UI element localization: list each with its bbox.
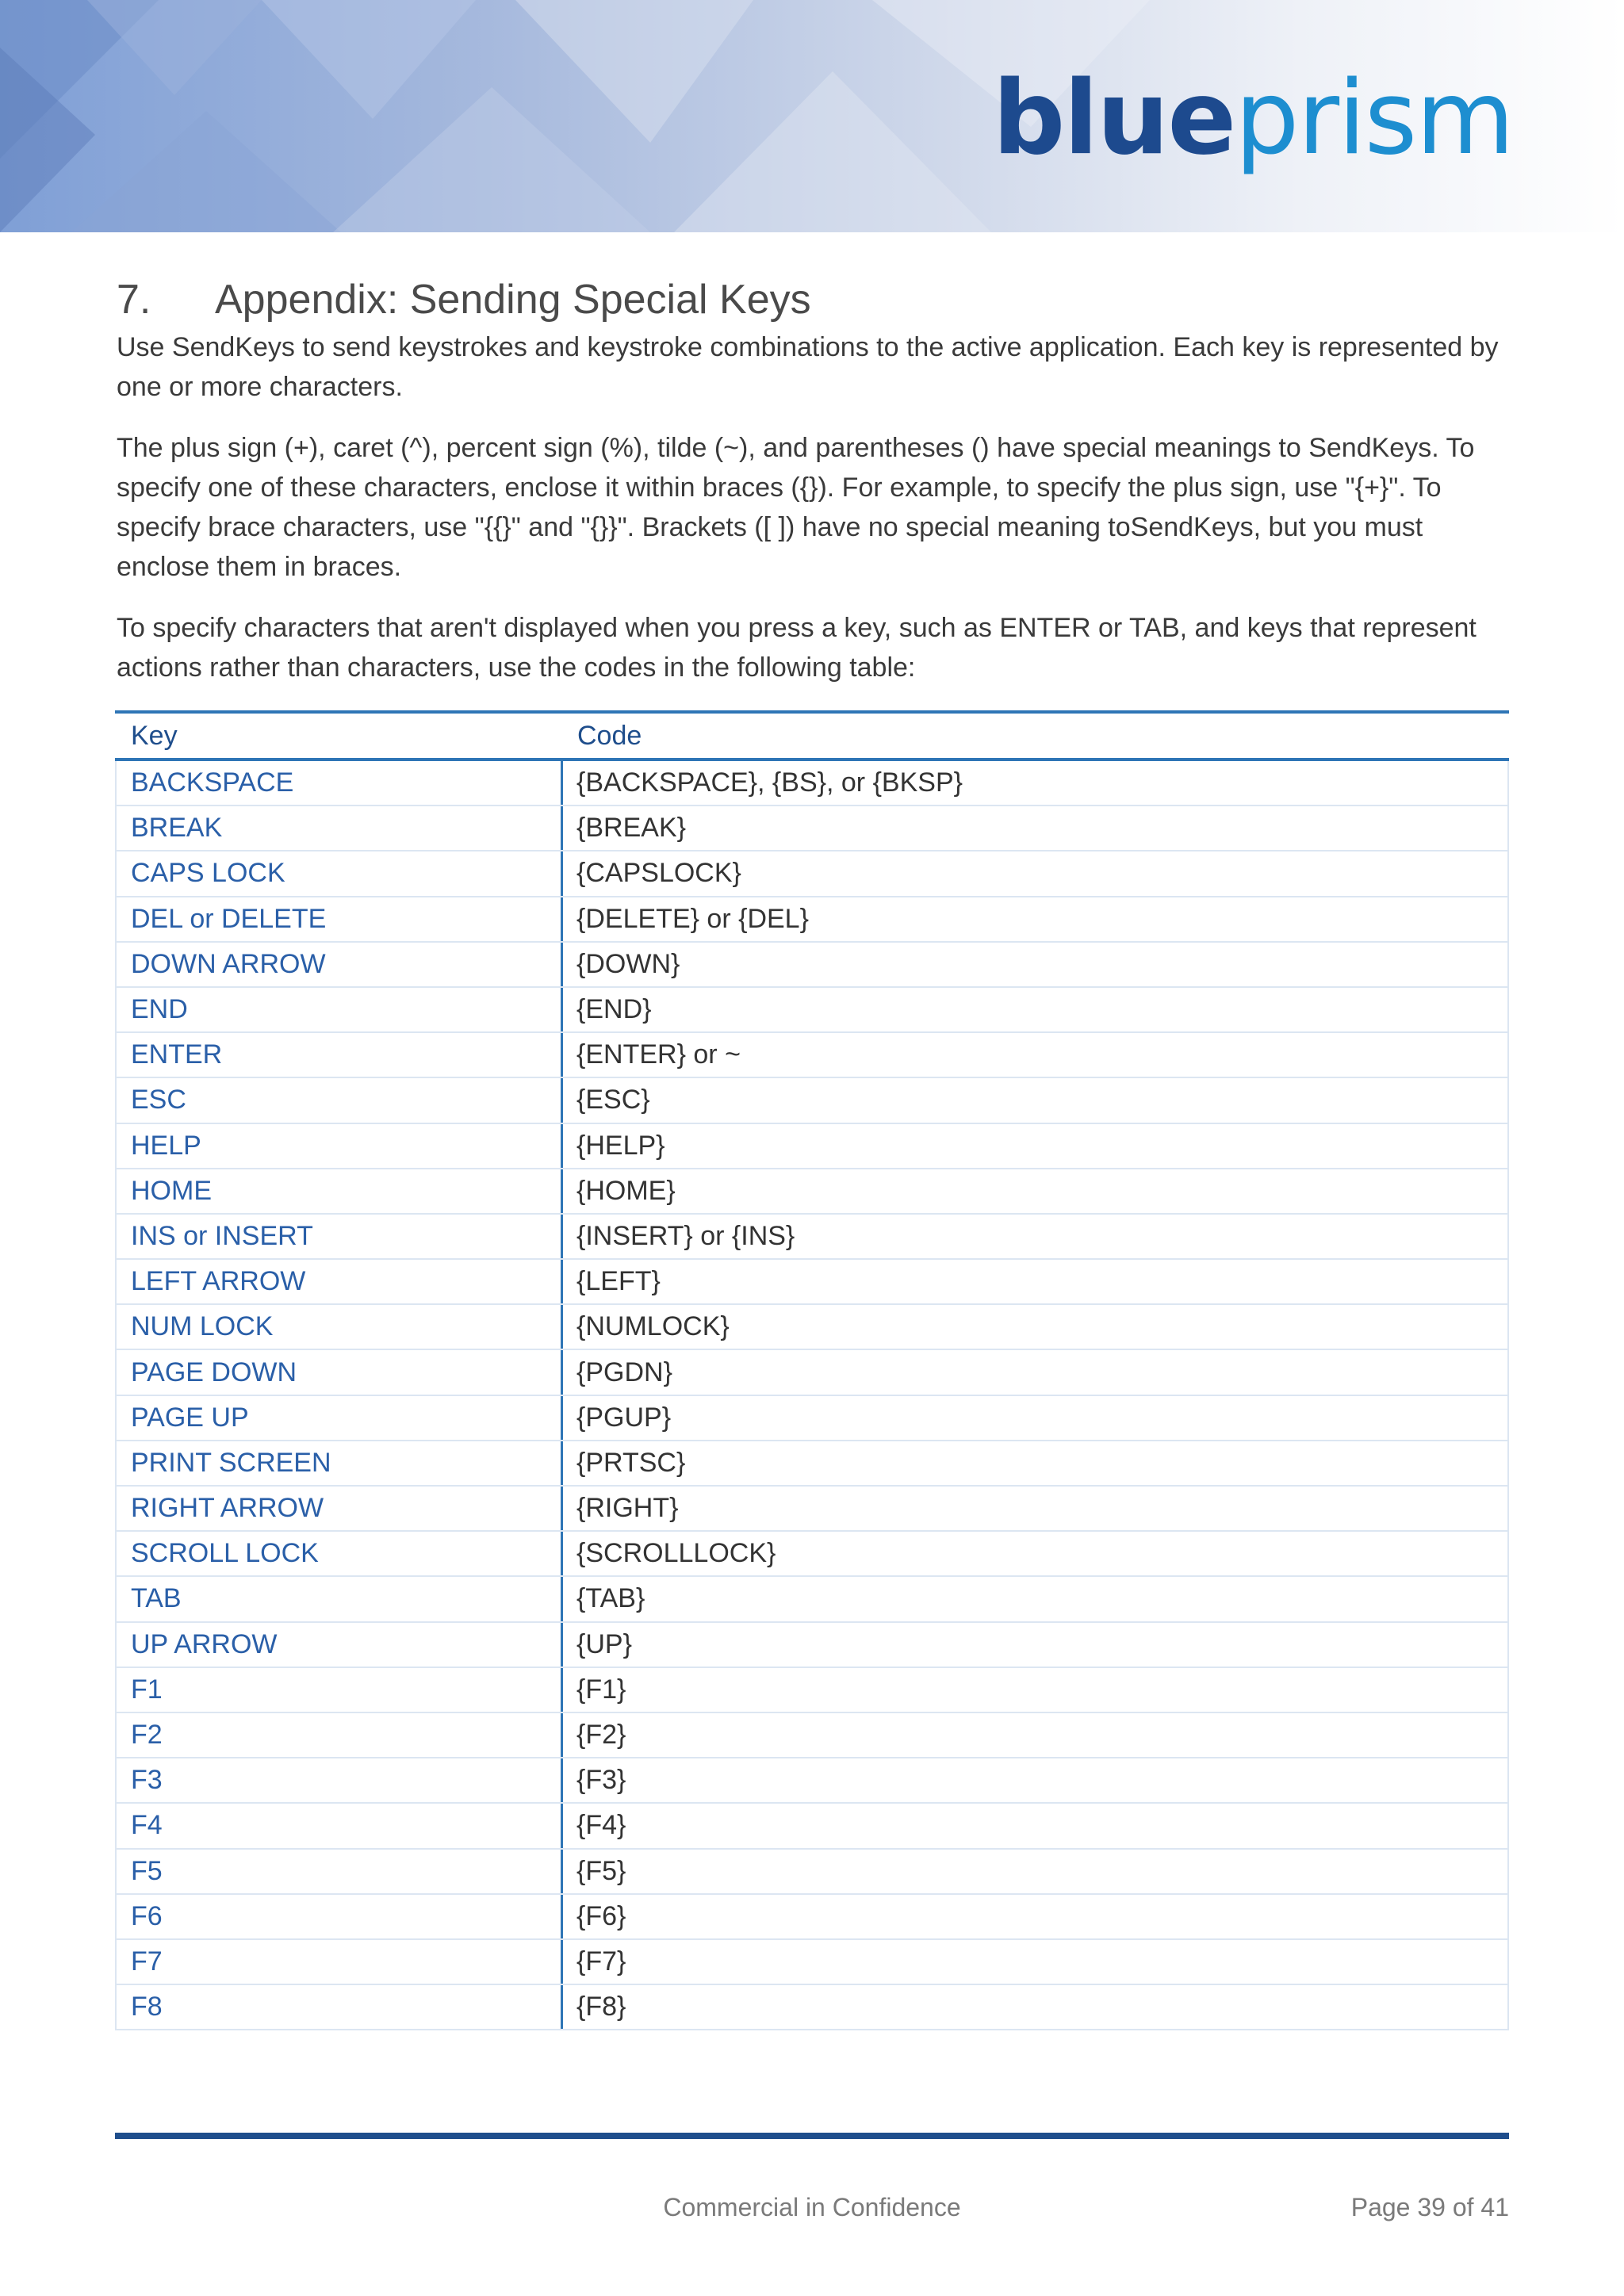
key-cell: ESC xyxy=(117,1078,563,1122)
key-code-table xyxy=(115,710,1509,2030)
table-row xyxy=(115,1396,1509,1441)
table-row xyxy=(115,1441,1509,1487)
code-cell: {CAPSLOCK} xyxy=(576,858,741,889)
key-cell: HELP xyxy=(117,1124,563,1168)
key-cell: ENTER xyxy=(117,1033,563,1077)
table-row xyxy=(115,988,1509,1033)
code-cell: {F5} xyxy=(576,1855,626,1886)
table-row xyxy=(115,1124,1509,1169)
table-row xyxy=(115,897,1509,943)
special-characters-paragraph: The plus sign (+), caret (^), percent sign (%), tilde (~), and parentheses () have special meanings to SendKeys. To specify one of these characters, enclose it within braces ({}). For example, to specify the plus sign, use "{+}". To specify brace characters, use "{{}" and "{}}". Brackets ([ ]) have no special meaning toSendKeys, but you must enclose them in braces. xyxy=(117,433,1475,582)
table-row xyxy=(115,1713,1509,1758)
code-cell: {F8} xyxy=(576,1992,626,2022)
key-cell: UP ARROW xyxy=(117,1623,563,1667)
table-header xyxy=(115,714,1509,761)
code-cell: {PGDN} xyxy=(576,1357,672,1387)
codes-intro-paragraph: To specify characters that aren't displayed when you press a key, such as ENTER or TAB, and keys that represent actions rather than characters, use the codes in the following table: xyxy=(117,613,1477,683)
key-cell: RIGHT ARROW xyxy=(117,1487,563,1530)
key-cell: END xyxy=(117,988,563,1031)
footer-divider xyxy=(115,2133,1509,2139)
key-cell: F1 xyxy=(117,1668,563,1712)
column-header-key: Key xyxy=(131,720,178,751)
code-cell: {HOME} xyxy=(576,1175,676,1206)
key-cell: BREAK xyxy=(117,806,563,850)
table-row xyxy=(115,1895,1509,1940)
code-cell: {HELP} xyxy=(576,1130,665,1161)
page-number: Page 39 of 41 xyxy=(1350,2193,1509,2221)
table-row xyxy=(115,1169,1509,1215)
key-cell: PAGE DOWN xyxy=(117,1350,563,1394)
code-cell: {F4} xyxy=(576,1810,626,1841)
table-row xyxy=(115,806,1509,851)
key-cell: F7 xyxy=(117,1940,563,1984)
header-banner xyxy=(0,0,1624,232)
code-cell: {NUMLOCK} xyxy=(576,1311,730,1342)
key-cell: HOME xyxy=(117,1169,563,1213)
column-header-code: Code xyxy=(577,720,642,751)
section-title: Appendix: Sending Special Keys xyxy=(215,277,811,323)
code-cell: {F1} xyxy=(576,1674,626,1705)
table-row xyxy=(115,1532,1509,1577)
code-cell: {BREAK} xyxy=(576,813,686,844)
code-cell: {F7} xyxy=(576,1946,626,1976)
table-row xyxy=(115,851,1509,897)
blueprism-logo: blueprism xyxy=(992,59,1513,178)
table-row xyxy=(115,1623,1509,1668)
code-cell: {INSERT} or {INS} xyxy=(576,1220,795,1251)
key-cell: F2 xyxy=(117,1713,563,1757)
key-cell: SCROLL LOCK xyxy=(117,1532,563,1575)
table-row xyxy=(115,943,1509,988)
intro-paragraph: Use SendKeys to send keystrokes and keystroke combinations to the active application. Each key is represented by one or more characters. xyxy=(117,332,1499,402)
table-row xyxy=(115,1215,1509,1260)
table-row xyxy=(115,1577,1509,1622)
table-row xyxy=(115,1078,1509,1123)
table-row xyxy=(115,1305,1509,1350)
table-row xyxy=(115,1940,1509,1985)
code-cell: {ESC} xyxy=(576,1085,650,1115)
key-cell: CAPS LOCK xyxy=(117,851,563,895)
code-cell: {F3} xyxy=(576,1765,626,1796)
key-cell: F3 xyxy=(117,1758,563,1802)
code-cell: {BACKSPACE}, {BS}, or {BKSP} xyxy=(576,767,963,798)
key-cell: PAGE UP xyxy=(117,1396,563,1440)
key-cell: BACKSPACE xyxy=(117,761,563,805)
table-row xyxy=(115,1985,1509,2030)
table-body xyxy=(115,761,1509,2030)
code-cell: {PGUP} xyxy=(576,1402,672,1433)
table-row xyxy=(115,1033,1509,1078)
key-cell: TAB xyxy=(117,1577,563,1621)
table-row xyxy=(115,1487,1509,1532)
table-row xyxy=(115,1758,1509,1804)
key-cell: F4 xyxy=(117,1804,563,1847)
section-number: 7. xyxy=(117,277,151,323)
table-row xyxy=(115,1350,1509,1395)
key-cell: NUM LOCK xyxy=(117,1305,563,1349)
table-row xyxy=(115,1668,1509,1713)
key-cell: F5 xyxy=(117,1850,563,1893)
key-cell: F6 xyxy=(117,1895,563,1938)
key-cell: F8 xyxy=(117,1985,563,2029)
footer-confidentiality: Commercial in Confidence xyxy=(663,2193,961,2221)
code-cell: {DELETE} or {DEL} xyxy=(576,903,809,934)
key-cell: LEFT ARROW xyxy=(117,1260,563,1303)
code-cell: {DOWN} xyxy=(576,948,680,979)
code-cell: {F2} xyxy=(576,1720,626,1751)
code-cell: {LEFT} xyxy=(576,1266,661,1297)
code-cell: {RIGHT} xyxy=(576,1493,679,1524)
section-heading xyxy=(117,271,811,328)
code-cell: {SCROLLLOCK} xyxy=(576,1538,776,1569)
key-cell: DEL or DELETE xyxy=(117,897,563,941)
code-cell: {PRTSC} xyxy=(576,1447,686,1478)
code-cell: {TAB} xyxy=(576,1583,645,1614)
key-cell: INS or INSERT xyxy=(117,1215,563,1258)
key-cell: PRINT SCREEN xyxy=(117,1441,563,1485)
table-row xyxy=(115,761,1509,806)
table-row xyxy=(115,1850,1509,1895)
code-cell: {F6} xyxy=(576,1900,626,1931)
code-cell: {UP} xyxy=(576,1628,632,1659)
table-row xyxy=(115,1260,1509,1305)
code-cell: {ENTER} or ~ xyxy=(576,1039,741,1070)
table-row xyxy=(115,1804,1509,1849)
key-cell: DOWN ARROW xyxy=(117,943,563,986)
code-cell: {END} xyxy=(576,994,652,1025)
